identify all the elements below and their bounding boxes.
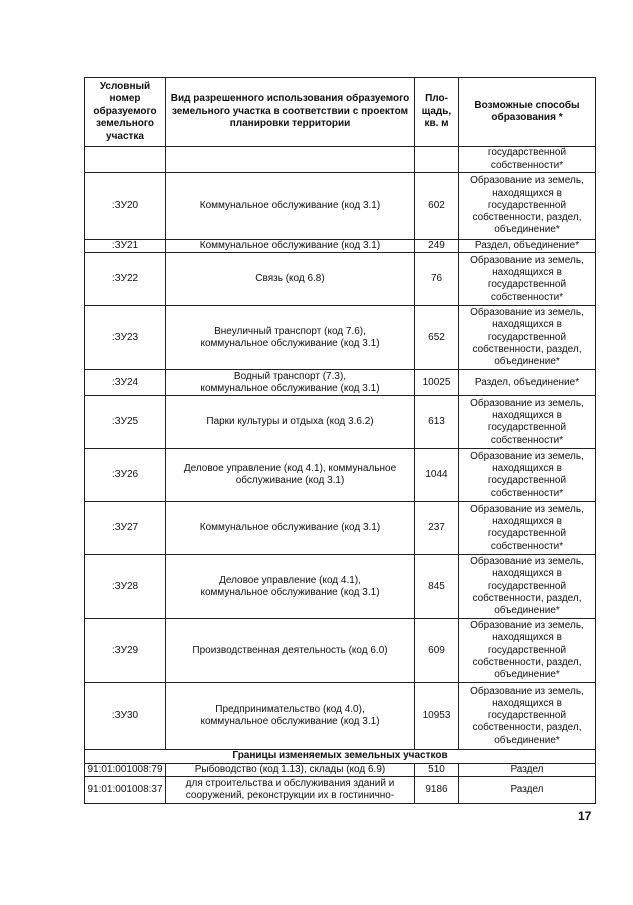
cell-permitted-use [166, 173, 415, 240]
cell-permitted-use [166, 555, 415, 619]
table-row [85, 555, 596, 619]
table-row [85, 147, 596, 173]
cell-permitted-use [166, 763, 415, 776]
cell-formation-method: Образование из земель, находящихся в государственной собственности, раздел, объединение* [459, 306, 596, 370]
cell-permitted-use [166, 306, 415, 370]
table-row [85, 240, 596, 253]
cell-formation-method: Образование из земель, находящихся в государственной собственности, раздел, объединение* [459, 619, 596, 683]
cell-plot-number: :ЗУ26 [85, 449, 166, 502]
cell-area: 249 [415, 240, 459, 253]
cell-formation-method: Образование из земель, находящихся в государственной собственности* [459, 502, 596, 555]
permitted-use-line: сооружений, реконструкции их в гостинично- [185, 789, 395, 801]
permitted-use-line: Рыбоводство (код 1.13), склады (код 6.9) [194, 763, 386, 775]
cell-formation-method: Раздел [459, 776, 596, 803]
cell-plot-number: :ЗУ24 [85, 370, 166, 396]
cell-permitted-use [166, 683, 415, 750]
cell-area: 609 [415, 619, 459, 683]
cell-permitted-use [166, 253, 415, 306]
table-row [85, 619, 596, 683]
cell-plot-number: 91:01:001008:79 [85, 763, 166, 776]
permitted-use-line: для строительства и обслуживания зданий и [185, 777, 395, 789]
table-row [85, 763, 596, 776]
table-row [85, 306, 596, 370]
permitted-use-line: Коммунальное обслуживание (код 3.1) [199, 522, 381, 534]
table-row [85, 449, 596, 502]
table-row [85, 683, 596, 750]
section-title: Границы изменяемых земельных участков [85, 750, 596, 763]
land-plots-table [84, 77, 596, 804]
cell-permitted-use [166, 240, 415, 253]
cell-formation-method: Образование из земель, находящихся в государственной собственности, раздел, объединение* [459, 555, 596, 619]
permitted-use-line: коммунальное обслуживание (код 3.1) [200, 716, 380, 728]
cell-area: 1044 [415, 449, 459, 502]
table-row [85, 396, 596, 449]
permitted-use-line: коммунальное обслуживание (код 3.1) [200, 586, 380, 598]
table-body [85, 147, 596, 804]
header-plot-number: Условный номер образуемого земельного участка [85, 78, 166, 147]
table-header-row [85, 78, 596, 147]
table-row [85, 173, 596, 240]
cell-formation-method: Раздел, объединение* [459, 240, 596, 253]
cell-plot-number: :ЗУ27 [85, 502, 166, 555]
cell-area: 652 [415, 306, 459, 370]
cell-plot-number: :ЗУ20 [85, 173, 166, 240]
cell-area: 602 [415, 173, 459, 240]
cell-formation-method: Образование из земель, находящихся в государственной собственности, раздел, объединение* [459, 683, 596, 750]
permitted-use-line: коммунальное обслуживание (код 3.1) [200, 382, 380, 394]
cell-permitted-use [166, 776, 415, 803]
cell-area: 10953 [415, 683, 459, 750]
permitted-use-line: Коммунальное обслуживание (код 3.1) [199, 199, 381, 211]
permitted-use-line: Связь (код 6.8) [255, 273, 325, 285]
cell-plot-number: :ЗУ25 [85, 396, 166, 449]
permitted-use-line: Внеуличный транспорт (код 7.6), [214, 325, 366, 337]
cell-area: 10025 [415, 370, 459, 396]
cell-permitted-use [166, 619, 415, 683]
permitted-use-line: Производственная деятельность (код 6.0) [192, 644, 388, 656]
cell-permitted-use [166, 449, 415, 502]
permitted-use-line: Водный транспорт (7.3), [233, 370, 347, 382]
permitted-use-line: Коммунальное обслуживание (код 3.1) [199, 240, 381, 251]
header-formation-method: Возможные способы образования * [459, 78, 596, 147]
cell-formation-method: государственной собственности* [459, 147, 596, 173]
section-row [85, 750, 596, 763]
cell-area: 237 [415, 502, 459, 555]
cell-formation-method: Раздел [459, 763, 596, 776]
cell-area: 613 [415, 396, 459, 449]
page-number: 17 [578, 809, 592, 823]
cell-area: 510 [415, 763, 459, 776]
table-row [85, 502, 596, 555]
permitted-use-line: Деловое управление (код 4.1), коммунальное [183, 463, 397, 474]
cell-plot-number: :ЗУ21 [85, 240, 166, 253]
cell-formation-method: Образование из земель, находящихся в государственной собственности* [459, 253, 596, 306]
table-row [85, 370, 596, 396]
header-area: Пло-щадь, кв. м [415, 78, 459, 147]
cell-area: 845 [415, 555, 459, 619]
table-row [85, 253, 596, 306]
cell-permitted-use [166, 370, 415, 396]
permitted-use-line: Предпринимательство (код 4.0), [215, 704, 365, 715]
table-row [85, 776, 596, 803]
cell-formation-method: Образование из земель, находящихся в государственной собственности* [459, 396, 596, 449]
cell-area: 76 [415, 253, 459, 306]
cell-permitted-use [166, 147, 415, 173]
permitted-use-line: обслуживание (код 3.1) [235, 475, 345, 487]
cell-area [415, 147, 459, 173]
cell-plot-number: 91:01:001008:37 [85, 776, 166, 803]
cell-formation-method: Образование из земель, находящихся в государственной собственности, раздел, объединение* [459, 173, 596, 240]
permitted-use-line: коммунальное обслуживание (код 3.1) [200, 337, 380, 349]
cell-formation-method: Образование из земель, находящихся в государственной собственности* [459, 449, 596, 502]
permitted-use-line: Парки культуры и отдыха (код 3.6.2) [206, 416, 374, 428]
permitted-use-line: Деловое управление (код 4.1), [219, 574, 361, 586]
cell-plot-number [85, 147, 166, 173]
cell-permitted-use [166, 396, 415, 449]
header-permitted-use: Вид разрешенного использования образуемого земельного участка в соответствии с проектом планировки территории [166, 78, 415, 147]
cell-plot-number: :ЗУ28 [85, 555, 166, 619]
cell-plot-number: :ЗУ22 [85, 253, 166, 306]
cell-plot-number: :ЗУ29 [85, 619, 166, 683]
cell-permitted-use [166, 502, 415, 555]
cell-plot-number: :ЗУ23 [85, 306, 166, 370]
cell-formation-method: Раздел, объединение* [459, 370, 596, 396]
cell-area: 9186 [415, 776, 459, 803]
cell-plot-number: :ЗУ30 [85, 683, 166, 750]
